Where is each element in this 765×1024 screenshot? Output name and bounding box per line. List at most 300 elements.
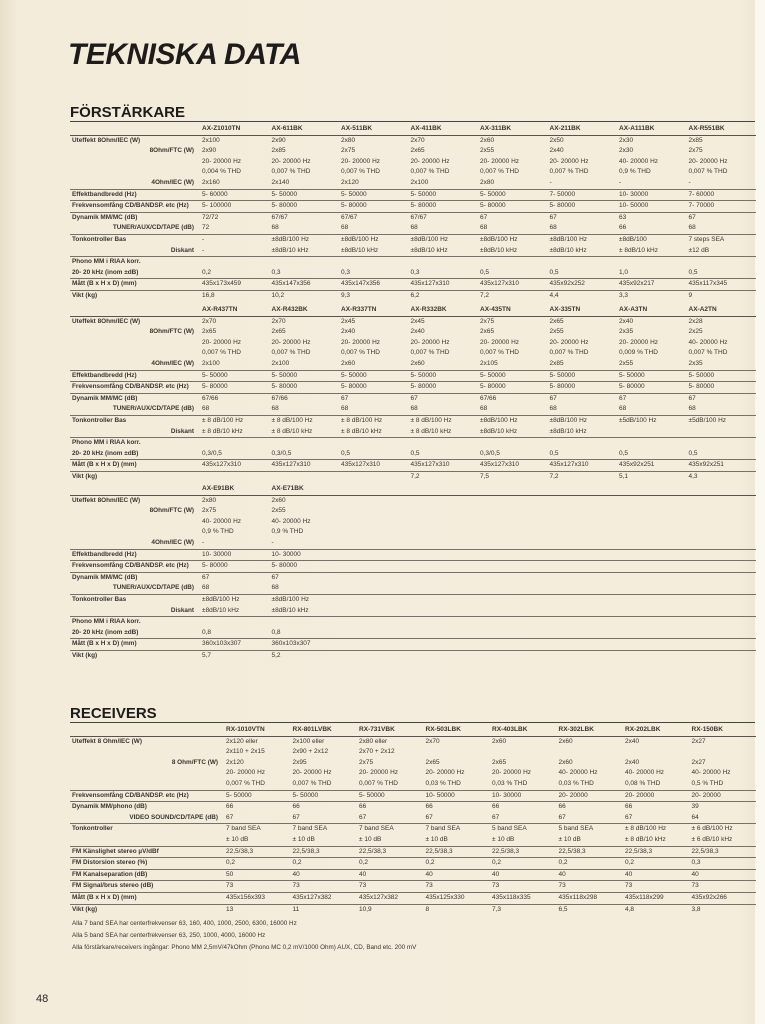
row-label: Frekvensomfång CD/BANDSP. etc (Hz) bbox=[70, 561, 200, 573]
spec-cell: 2x40 bbox=[625, 758, 640, 766]
spec-cell: 0,007 % THD bbox=[202, 349, 241, 357]
spec-cell: 0,007 % THD bbox=[410, 168, 450, 176]
spec-cell: 72 bbox=[202, 224, 210, 232]
spec-cell: 0,004 % THD bbox=[202, 168, 241, 176]
spec-cell: 40 bbox=[357, 869, 424, 881]
spec-cell: ±8dB/10 kHz bbox=[410, 246, 448, 254]
spec-cell: - bbox=[549, 178, 552, 186]
spec-row bbox=[70, 572, 756, 583]
model-header: AX-E91BK bbox=[200, 484, 270, 495]
spec-cell: 5- 80000 bbox=[409, 201, 479, 213]
spec-cell: 5- 80000 bbox=[339, 201, 409, 213]
spec-cell: 40 bbox=[557, 869, 624, 881]
spec-cell: 7,2 bbox=[409, 471, 479, 482]
spec-cell: 0,3 bbox=[690, 858, 757, 870]
spec-cell: 2x25 bbox=[688, 328, 703, 336]
spec-cell: 2x80 bbox=[480, 178, 495, 186]
row-label bbox=[70, 167, 200, 178]
spec-row bbox=[70, 639, 756, 651]
spec-cell: ± 8 dB/10 kHz bbox=[202, 427, 243, 435]
spec-cell: 73 bbox=[690, 881, 757, 893]
spec-cell: 2x85 bbox=[549, 359, 564, 367]
spec-cell: 40- 20000 Hz bbox=[691, 769, 731, 777]
spec-row bbox=[70, 338, 756, 349]
spec-cell: 7,2 bbox=[548, 471, 618, 482]
spec-row bbox=[70, 561, 756, 573]
spec-cell: 50 bbox=[224, 869, 291, 881]
spec-row bbox=[70, 858, 756, 870]
row-label: Dynamik MM/MC (dB) bbox=[70, 212, 200, 223]
spec-row bbox=[70, 460, 756, 472]
spec-cell: 68 bbox=[341, 224, 349, 232]
spec-cell: 0,5 bbox=[549, 268, 559, 276]
spec-cell: 2x105 bbox=[480, 359, 498, 367]
spec-cell: ± 10 dB bbox=[359, 835, 382, 843]
row-label: Mått (B x H x D) (mm) bbox=[70, 892, 224, 904]
row-label: FM Kanalseparation (dB) bbox=[70, 869, 224, 881]
spec-cell: 22,5/38,3 bbox=[424, 846, 491, 858]
spec-row bbox=[70, 517, 756, 528]
model-header: AX-A2TN bbox=[687, 305, 757, 316]
section-title-amplifiers: FÖRSTÄRKARE bbox=[70, 104, 185, 121]
spec-cell: 2x75 bbox=[480, 317, 495, 325]
spec-row bbox=[70, 427, 756, 438]
row-label: Phono MM i RIAA korr. bbox=[70, 257, 200, 268]
spec-cell: 7- 50000 bbox=[548, 189, 618, 201]
spec-cell: 20- 20000 Hz bbox=[226, 769, 266, 777]
spec-cell bbox=[687, 257, 757, 268]
spec-cell: 435x127x310 bbox=[270, 460, 340, 472]
spec-cell: 68 bbox=[341, 405, 349, 413]
spec-cell: ±5dB/100 Hz bbox=[687, 415, 757, 426]
spec-cell: 2x100 bbox=[271, 359, 290, 367]
spec-cell: 67 bbox=[200, 572, 270, 583]
spec-cell: 435x125x330 bbox=[424, 892, 491, 904]
model-header: AX-435TN bbox=[478, 305, 548, 316]
spec-cell: 7- 70000 bbox=[687, 201, 757, 213]
spec-cell: 68 bbox=[410, 224, 418, 232]
spec-row bbox=[70, 835, 756, 846]
spec-cell bbox=[617, 427, 687, 438]
spec-cell: 67 bbox=[359, 813, 367, 821]
spec-cell: ±8dB/10 kHz bbox=[202, 606, 240, 614]
footnotes bbox=[72, 918, 416, 954]
spec-row bbox=[70, 257, 756, 268]
spec-cell: 2x140 bbox=[271, 178, 290, 186]
spec-cell: 73 bbox=[623, 881, 690, 893]
spec-cell: 0,007 % THD bbox=[410, 349, 450, 357]
spec-cell: 40- 20000 Hz bbox=[202, 517, 242, 525]
spec-cell: 2x100 bbox=[410, 178, 429, 186]
spec-cell: 5 band SEA bbox=[557, 824, 624, 835]
spec-row bbox=[70, 246, 756, 257]
spec-cell: - bbox=[688, 178, 691, 186]
row-label: Vikt (kg) bbox=[70, 650, 200, 661]
spec-cell: 10- 30000 bbox=[200, 549, 270, 561]
spec-cell: 2x55 bbox=[271, 507, 286, 515]
spec-row bbox=[70, 178, 756, 189]
spec-cell: 5- 50000 bbox=[548, 370, 618, 382]
row-label: 4Ohm/IEC (W) bbox=[151, 359, 194, 367]
spec-cell: 20- 20000 bbox=[690, 790, 757, 802]
spec-cell: 5- 80000 bbox=[478, 382, 548, 394]
spec-cell: 67 bbox=[425, 813, 433, 821]
spec-cell: 67 bbox=[687, 393, 757, 404]
spec-cell: 20- 20000 Hz bbox=[549, 338, 589, 346]
spec-cell: 2x65 bbox=[480, 328, 495, 336]
spec-cell: 63 bbox=[617, 212, 687, 223]
spec-cell: 5- 80000 bbox=[617, 382, 687, 394]
spec-cell: 4,4 bbox=[548, 290, 618, 301]
spec-cell: 2x40 bbox=[619, 317, 634, 325]
spec-cell: 2x65 bbox=[549, 317, 564, 325]
row-label: FM Känslighet stereo µV/dBf bbox=[70, 846, 224, 858]
spec-cell: 0,9 % THD bbox=[619, 168, 651, 176]
amplifier-spec-table bbox=[70, 124, 756, 302]
spec-cell: 7,2 bbox=[478, 290, 548, 301]
spec-cell: 2x35 bbox=[619, 328, 634, 336]
spec-cell: 40 bbox=[291, 869, 358, 881]
spec-cell: 67 bbox=[687, 212, 757, 223]
row-label: Uteffekt 8Ohm/IEC (W) bbox=[72, 496, 141, 504]
spec-row bbox=[70, 404, 756, 415]
spec-cell: 7 band SEA bbox=[357, 824, 424, 835]
spec-cell: 10,2 bbox=[270, 290, 340, 301]
spec-cell: 0,9 % THD bbox=[271, 528, 304, 536]
spec-cell: 5- 50000 bbox=[409, 370, 479, 382]
spec-cell: 73 bbox=[357, 881, 424, 893]
spec-cell: 0,2 bbox=[357, 858, 424, 870]
model-header: RX-403LBK bbox=[490, 725, 557, 736]
spec-cell: 7,5 bbox=[478, 471, 548, 482]
spec-cell: 0,03 % THD bbox=[425, 779, 461, 787]
spec-row bbox=[70, 813, 756, 824]
footnote: Alla förstärkare/receivers ingångar: Phono MM 2,5mV/47kOhm (Phono MC 0,2 mV/1000 Ohm) AUX, CD, Band etc. 200 mV bbox=[72, 944, 417, 951]
spec-cell bbox=[617, 438, 687, 449]
spec-cell: - bbox=[200, 234, 270, 245]
spec-cell: 0,007 % THD bbox=[480, 349, 519, 357]
spec-cell: 435x118x299 bbox=[623, 892, 690, 904]
spec-cell: ±8dB/100 Hz bbox=[200, 594, 270, 605]
spec-row bbox=[70, 606, 756, 617]
spec-cell: 0,2 bbox=[224, 858, 291, 870]
spec-cell: 435x173x459 bbox=[200, 279, 270, 291]
spec-row bbox=[70, 617, 756, 628]
spec-cell: 67/66 bbox=[270, 393, 340, 404]
spec-cell: 0,007 % THD bbox=[226, 779, 265, 787]
spec-cell: 2x30 bbox=[619, 147, 634, 155]
spec-cell: 5- 80000 bbox=[200, 382, 270, 394]
spec-cell: 2x120 bbox=[341, 178, 359, 186]
spec-cell: ±8dB/10 kHz bbox=[480, 427, 518, 435]
row-label: Frekvensomfång CD/BANDSP. etc (Hz) bbox=[70, 382, 200, 394]
spec-cell: 5- 50000 bbox=[617, 370, 687, 382]
spec-cell: 0,3/0,5 bbox=[480, 449, 500, 457]
spec-cell: 2x75 bbox=[688, 147, 703, 155]
row-label bbox=[70, 348, 200, 359]
spec-cell: 2x35 bbox=[688, 359, 703, 367]
spec-cell: 2x40 bbox=[410, 328, 425, 336]
spec-row bbox=[70, 869, 756, 881]
spec-cell: 20- 20000 Hz bbox=[202, 157, 242, 165]
spec-cell: 40- 20000 Hz bbox=[619, 157, 659, 165]
spec-row bbox=[70, 146, 756, 157]
spec-row bbox=[70, 881, 756, 893]
spec-cell: 22,5/38,3 bbox=[690, 846, 757, 858]
spec-cell: 73 bbox=[224, 881, 291, 893]
spec-cell: 68 bbox=[688, 405, 696, 413]
spec-cell: 20- 20000 Hz bbox=[341, 157, 381, 165]
spec-row bbox=[70, 583, 756, 594]
spec-cell: 10- 30000 bbox=[490, 790, 557, 802]
row-label: Frekvensomfång CD/BANDSP. etc (Hz) bbox=[70, 790, 224, 802]
spec-cell: 2x70 bbox=[202, 317, 217, 325]
spec-cell: 0,009 % THD bbox=[619, 349, 658, 357]
spec-cell: 2x65 bbox=[271, 328, 286, 336]
spec-cell bbox=[478, 438, 548, 449]
spec-cell: 2x120 eller bbox=[226, 737, 258, 745]
spec-cell: 2x90 bbox=[202, 147, 217, 155]
spec-cell: 20- 20000 Hz bbox=[359, 769, 399, 777]
spec-cell: 2x90 bbox=[271, 136, 286, 144]
spec-cell: 20- 20000 Hz bbox=[271, 157, 311, 165]
row-label: Tonkontroller Bas bbox=[70, 594, 200, 605]
spec-cell: 0,08 % THD bbox=[625, 779, 661, 787]
spec-cell: 360x103x307 bbox=[200, 639, 270, 651]
spec-cell: ±8dB/100 Hz bbox=[478, 415, 548, 426]
spec-cell: 73 bbox=[490, 881, 557, 893]
spec-cell bbox=[200, 471, 270, 482]
spec-cell: 0,007 % THD bbox=[359, 779, 398, 787]
spec-cell: 67/66 bbox=[200, 393, 270, 404]
spec-cell: 5,7 bbox=[200, 650, 270, 661]
spec-cell: 5- 80000 bbox=[270, 201, 340, 213]
spec-cell: 68 bbox=[549, 405, 557, 413]
spec-cell: 435x127x310 bbox=[200, 460, 270, 472]
row-label: TUNER/AUX/CD/TAPE (dB) bbox=[112, 584, 194, 592]
spec-row bbox=[70, 846, 756, 858]
row-label: FM Signal/brus stereo (dB) bbox=[70, 881, 224, 893]
row-label: Effektbandbredd (Hz) bbox=[70, 189, 200, 201]
spec-cell: 5- 80000 bbox=[548, 382, 618, 394]
spec-cell: ±12 dB bbox=[688, 246, 710, 254]
spec-cell bbox=[617, 257, 687, 268]
spec-cell: 2x70 bbox=[410, 136, 425, 144]
spec-cell: 435x118x298 bbox=[557, 892, 624, 904]
spec-cell: 5- 50000 bbox=[224, 790, 291, 802]
spec-row bbox=[70, 393, 756, 404]
spec-cell: 20- 20000 Hz bbox=[410, 338, 450, 346]
row-label bbox=[70, 338, 200, 349]
spec-cell: 0,5 bbox=[410, 449, 420, 457]
spec-row bbox=[70, 824, 756, 835]
spec-cell: 5 band SEA bbox=[490, 824, 557, 835]
spec-cell: 5- 50000 bbox=[270, 189, 340, 201]
spec-cell: 435x92x217 bbox=[617, 279, 687, 291]
spec-cell: 68 bbox=[688, 224, 696, 232]
spec-cell: 0,03 % THD bbox=[558, 779, 594, 787]
spec-cell: ± 6 dB/10 kHz bbox=[691, 835, 733, 843]
row-label: FM Distorsion stereo (%) bbox=[70, 858, 224, 870]
row-label: 4Ohm/IEC (W) bbox=[151, 538, 194, 546]
row-label: Diskant bbox=[170, 427, 194, 435]
spec-cell: ±8dB/100 bbox=[617, 234, 687, 245]
row-label: Uteffekt 8Ohm/IEC (W) bbox=[72, 317, 141, 325]
spec-cell: ±8dB/100 Hz bbox=[270, 234, 340, 245]
spec-row bbox=[70, 506, 756, 517]
spec-cell: 68 bbox=[480, 405, 488, 413]
spec-cell: 2x65 bbox=[425, 758, 440, 766]
model-header: AX-335TN bbox=[548, 305, 618, 316]
spec-cell: 73 bbox=[424, 881, 491, 893]
spec-cell: ± 10 dB bbox=[425, 835, 448, 843]
row-label: Uteffekt 8 Ohm/IEC (W) bbox=[72, 737, 142, 745]
row-label: Vikt (kg) bbox=[70, 904, 224, 915]
spec-cell: 5- 100000 bbox=[200, 201, 270, 213]
row-label: Diskant bbox=[170, 606, 194, 614]
spec-cell: ± 8 dB/10 kHz bbox=[271, 427, 313, 435]
spec-row bbox=[70, 594, 756, 605]
spec-cell: 64 bbox=[691, 813, 699, 821]
spec-row bbox=[70, 135, 756, 146]
spec-row bbox=[70, 415, 756, 426]
spec-cell: 435x127x310 bbox=[409, 279, 479, 291]
spec-cell: 2x45 bbox=[341, 317, 356, 325]
spec-cell: 5- 50000 bbox=[200, 370, 270, 382]
spec-cell: 67/67 bbox=[270, 212, 340, 223]
spec-cell: 2x95 bbox=[292, 758, 307, 766]
spec-cell: 2x55 bbox=[480, 147, 495, 155]
spec-row bbox=[70, 747, 756, 758]
spec-cell: 2x70 bbox=[271, 317, 286, 325]
spec-cell bbox=[270, 438, 340, 449]
spec-cell: 20- 20000 Hz bbox=[688, 157, 728, 165]
spec-cell: 5,2 bbox=[270, 650, 340, 661]
spec-cell: 10,9 bbox=[357, 904, 424, 915]
spec-cell: ±8dB/100 Hz bbox=[548, 415, 618, 426]
spec-cell: 68 bbox=[202, 584, 210, 592]
spec-cell: 20- 20000 Hz bbox=[425, 769, 465, 777]
spec-row bbox=[70, 438, 756, 449]
spec-cell: 7 band SEA bbox=[224, 824, 291, 835]
spec-cell: 20- 20000 Hz bbox=[619, 338, 659, 346]
spec-cell: 40- 20000 Hz bbox=[625, 769, 665, 777]
spec-cell: 20- 20000 Hz bbox=[271, 338, 311, 346]
spec-cell: 2x65 bbox=[202, 328, 217, 336]
spec-cell: 2x60 bbox=[492, 737, 507, 745]
spec-cell: 22,5/38,3 bbox=[291, 846, 358, 858]
spec-cell: 66 bbox=[557, 802, 624, 813]
spec-cell: 5- 60000 bbox=[200, 189, 270, 201]
spec-cell: 67 bbox=[617, 393, 687, 404]
spec-cell: 68 bbox=[271, 584, 279, 592]
model-header: RX-503LBK bbox=[424, 725, 491, 736]
spec-cell: 3,8 bbox=[690, 904, 757, 915]
spec-cell: 0,007 % THD bbox=[292, 779, 332, 787]
model-header: AX-R332BK bbox=[409, 305, 479, 316]
spec-cell: 66 bbox=[619, 224, 627, 232]
spec-row bbox=[70, 348, 756, 359]
spec-cell: 0,007 % THD bbox=[549, 349, 589, 357]
spec-cell: 5- 50000 bbox=[478, 189, 548, 201]
row-label bbox=[70, 779, 224, 790]
spec-cell: 2x80 eller bbox=[359, 737, 388, 745]
spec-cell bbox=[478, 257, 548, 268]
spec-cell: 10- 50000 bbox=[617, 201, 687, 213]
spec-cell: 0,8 bbox=[271, 628, 281, 636]
spec-cell: 5- 50000 bbox=[409, 189, 479, 201]
spec-cell: ±8dB/100 Hz bbox=[409, 234, 479, 245]
spec-cell bbox=[687, 427, 757, 438]
spec-cell: 2x60 bbox=[271, 496, 286, 504]
spec-cell: 0,5 bbox=[480, 268, 490, 276]
row-label bbox=[70, 768, 224, 779]
row-label: Phono MM i RIAA korr. bbox=[70, 438, 200, 449]
spec-cell: 0,9 % THD bbox=[202, 528, 234, 536]
row-label: 4Ohm/IEC (W) bbox=[151, 178, 194, 186]
spec-row bbox=[70, 212, 756, 223]
spec-cell: 9,3 bbox=[339, 290, 409, 301]
spec-cell: 0,3 bbox=[410, 268, 420, 276]
spec-row bbox=[70, 201, 756, 213]
spec-cell: 0,007 % THD bbox=[480, 168, 519, 176]
spec-cell: 435x92x266 bbox=[690, 892, 757, 904]
spec-cell: 435x92x252 bbox=[548, 279, 618, 291]
spec-cell: 20- 20000 Hz bbox=[341, 338, 381, 346]
spec-cell: ±5dB/100 Hz bbox=[617, 415, 687, 426]
spec-cell: 73 bbox=[557, 881, 624, 893]
spec-cell: 0,5 bbox=[688, 268, 698, 276]
spec-cell: 67 bbox=[409, 393, 479, 404]
row-label: 8 Ohm/FTC (W) bbox=[171, 758, 218, 766]
spec-cell: 2x45 bbox=[410, 317, 425, 325]
spec-cell: 20- 20000 Hz bbox=[292, 769, 332, 777]
spec-cell: 20- 20000 Hz bbox=[480, 157, 520, 165]
spec-cell: 0,2 bbox=[291, 858, 358, 870]
spec-cell: 2x40 bbox=[341, 328, 356, 336]
spec-cell: 68 bbox=[271, 405, 279, 413]
spec-cell: 0,007 % THD bbox=[688, 168, 728, 176]
spec-cell: 16,8 bbox=[200, 290, 270, 301]
spec-cell: 2x110 + 2x15 bbox=[226, 748, 265, 756]
spec-cell: 2x55 bbox=[619, 359, 634, 367]
spec-cell: ± 8 dB/100 Hz bbox=[623, 824, 690, 835]
spec-cell: 0,3/0,5 bbox=[271, 449, 292, 457]
row-label: Mått (B x H x D) (mm) bbox=[70, 460, 200, 472]
spec-cell: 5- 80000 bbox=[687, 382, 757, 394]
spec-row bbox=[70, 471, 756, 482]
spec-row bbox=[70, 279, 756, 291]
spec-cell: 67 bbox=[292, 813, 300, 821]
spec-cell: 67 bbox=[492, 813, 500, 821]
spec-cell: 5- 50000 bbox=[339, 189, 409, 201]
spec-cell: ± 8dB/10 kHz bbox=[619, 246, 658, 254]
spec-cell: 5- 50000 bbox=[357, 790, 424, 802]
row-label: Vikt (kg) bbox=[70, 471, 200, 482]
spec-cell: 22,5/38,3 bbox=[224, 846, 291, 858]
spec-row bbox=[70, 316, 756, 327]
model-header: AX-R437TN bbox=[200, 305, 270, 316]
spec-cell: 2x160 bbox=[202, 178, 220, 186]
spec-cell: 20- 20000 Hz bbox=[480, 338, 520, 346]
spec-cell: 5- 50000 bbox=[291, 790, 358, 802]
spec-row bbox=[70, 327, 756, 338]
spec-cell: 5- 80000 bbox=[270, 382, 340, 394]
spec-cell: 66 bbox=[291, 802, 358, 813]
spec-row bbox=[70, 790, 756, 802]
spec-cell: 10- 30000 bbox=[270, 549, 340, 561]
spec-cell bbox=[687, 438, 757, 449]
